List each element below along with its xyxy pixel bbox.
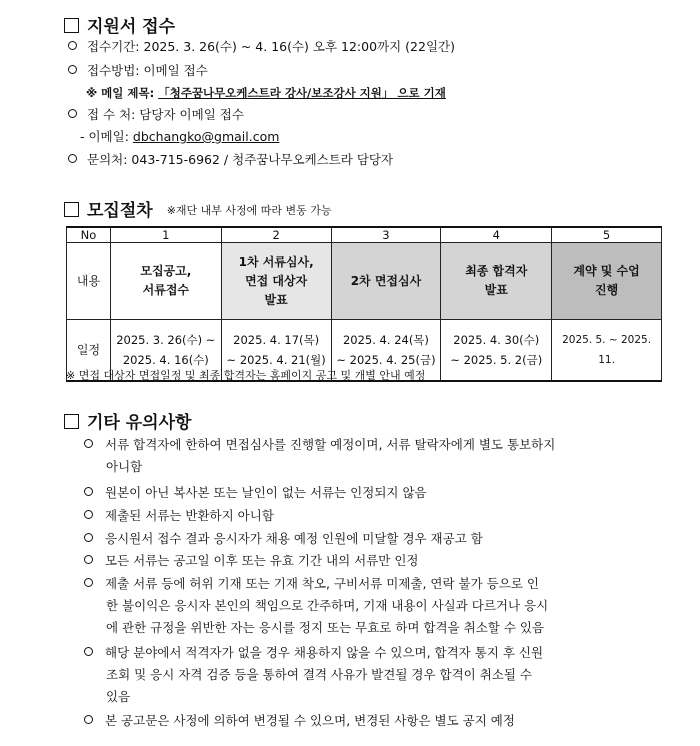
cell-line: 2025. 4. 30(수) [453,333,540,347]
cell-line: 2025. 3. 26(수) ~ [116,333,216,347]
procedure-table [66,226,662,382]
table-content-row [67,243,662,320]
note-line: 원본이 아닌 복사본 또는 날인이 없는 서류는 인정되지 않음 [105,485,427,500]
note-line: 응시원서 접수 결과 응시자가 채용 예정 인원에 미달할 경우 재공고 함 [105,531,483,546]
cell-line: 발표 [264,292,288,307]
schedule-cell [441,320,552,382]
circle-bullet-icon [84,510,93,519]
circle-bullet-icon [84,578,93,587]
note-item [84,710,515,732]
content-cell [221,243,331,320]
cell-line: 진행 [594,283,619,297]
note-line: 서류 합격자에 한하여 면접심사를 진행할 예정이며, 서류 탈락자에게 별도 통보하지 [105,437,556,452]
note-line: 에 관한 규정을 위반한 자는 응시를 정지 또는 무효로 하며 합격을 취소할 수 있음 [106,620,545,635]
content-cell [552,243,662,320]
contact-line [68,151,393,169]
note-line: 있음 [106,689,131,704]
step-number: 1 [110,227,221,243]
cell-line: 계약 및 수업 [573,264,640,278]
cell-line: 2차 면접심사 [350,273,422,288]
circle-bullet-icon [68,41,77,50]
place-text: 접 수 처: 담당자 이메일 접수 [87,107,244,122]
content-cell [110,243,221,320]
circle-bullet-icon [84,487,93,496]
cell-line: ~ 2025. 5. 2(금) [450,353,543,367]
cell-line: 최종 합격자 [465,264,528,278]
email-label: - 이메일: [80,129,133,144]
circle-bullet-icon [68,109,77,118]
step-number: 4 [441,227,552,243]
content-cell [441,243,552,320]
note-line: 모든 서류는 공고일 이후 또는 유효 기간 내의 서류만 인정 [105,553,419,568]
circle-bullet-icon [84,439,93,448]
procedure-note: ※재단 내부 사정에 따라 변동 가능 [166,204,332,217]
checkbox-square-icon [64,414,79,429]
contact-text: 문의처: 043-715-6962 / 청주꿈나무오케스트라 담당자 [87,152,394,167]
section-title-application [64,12,175,37]
content-cell [331,243,441,320]
circle-bullet-icon [84,715,93,724]
application-method [68,62,208,80]
application-period [68,38,455,56]
procedure-footnote: ※ 면접 대상자 면접일정 및 최종 합격자는 홈페이지 공고 및 개별 안내 예정 [66,369,426,382]
content-label: 내용 [67,243,111,320]
note-item [84,550,419,572]
circle-bullet-icon [84,647,93,656]
cell-line: 2025. 4. 16(수) [122,353,209,367]
step-number: 2 [221,227,331,243]
cell-line: ~ 2025. 4. 21(월) [226,353,326,367]
cell-line: ~ 2025. 4. 25(금) [336,353,436,367]
section-title-notes [64,408,191,433]
note-line: 아니함 [106,459,143,474]
table-header-row [67,227,662,243]
note-line: 본 공고문은 사정에 의하여 변경될 수 있으며, 변경된 사항은 별도 공지 예정 [105,713,515,728]
circle-bullet-icon [68,65,77,74]
circle-bullet-icon [84,555,93,564]
schedule-label: 일정 [67,320,111,382]
mail-subject-prefix: ※ 메일 제목: [86,86,159,100]
cell-line: 면접 대상자 [245,273,308,288]
note-line: 제출 서류 등에 허위 기재 또는 기재 착오, 구비서류 미제출, 연락 불가 등으로 인 [105,576,539,591]
note-item [84,482,427,504]
checkbox-square-icon [64,202,79,217]
cell-line: 2025. 5. ~ 2025. 11. [562,334,652,366]
note-item [84,434,555,478]
section-title-text: 지원서 접수 [87,17,176,37]
step-number: 3 [331,227,441,243]
section-title-text: 기타 유의사항 [87,413,192,433]
application-place [68,106,244,124]
note-line: 한 불이익은 응시자 본인의 책임으로 간주하며, 기재 내용이 사실과 다르거나 응시 [106,598,549,613]
period-text: 접수기간: 2025. 3. 26(수) ~ 4. 16(수) 오후 12:00까지 (22일간) [87,39,455,54]
email-link[interactable]: dbchangko@gmail.com [132,129,280,144]
section-title-procedure [64,196,332,221]
circle-bullet-icon [84,533,93,542]
checkbox-square-icon [64,18,79,33]
circle-bullet-icon [68,154,77,163]
note-line: 조회 및 응시 자격 검증 등을 통하여 결격 사유가 발견될 경우 합격이 취소될 수 [106,667,532,682]
cell-line: 2025. 4. 17(목) [233,333,320,347]
email-line [80,128,279,146]
cell-line: 모집공고, [140,264,192,278]
note-line: 해당 분야에서 적격자가 없을 경우 채용하지 않을 수 있으며, 합격자 통지 후 신원 [105,645,544,660]
note-item [84,573,548,639]
mail-subject-note [86,84,446,102]
schedule-cell [552,320,662,382]
step-number: 5 [552,227,662,243]
method-text: 접수방법: 이메일 접수 [87,63,208,78]
mail-subject-value: 「청주꿈나무오케스트라 강사/보조강사 지원」 으로 기재 [158,86,446,100]
note-item [84,642,543,708]
note-item [84,505,274,527]
no-label: No [67,227,111,243]
cell-line: 발표 [484,283,508,297]
note-line: 제출된 서류는 반환하지 아니함 [105,508,274,523]
section-title-text: 모집절차 [87,201,153,221]
cell-line: 2025. 4. 24(목) [342,333,429,347]
cell-line: 1차 서류심사, [238,254,314,269]
cell-line: 서류접수 [142,283,190,297]
note-item [84,528,483,550]
